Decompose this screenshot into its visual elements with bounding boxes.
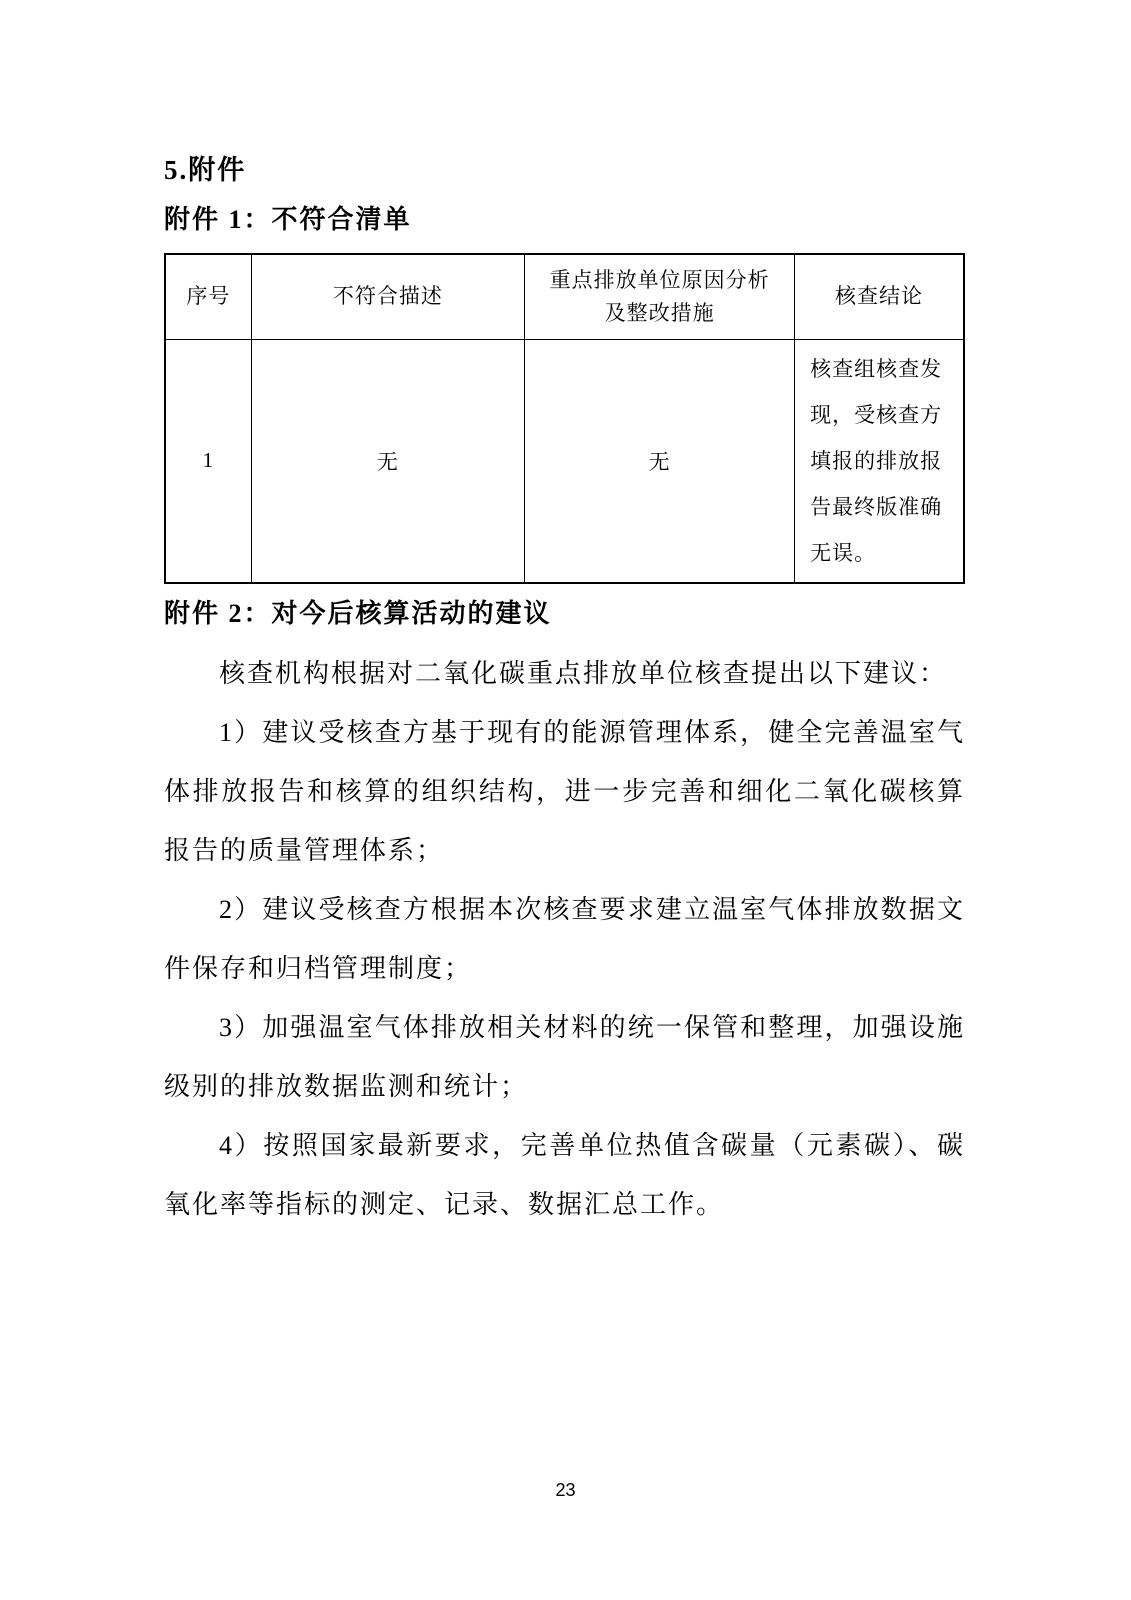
cell-conclusion: 核查组核查发现，受核查方填报的排放报告最终版准确无误。: [795, 339, 964, 583]
attachment1-heading: 附件 1：不符合清单: [164, 205, 412, 234]
cell-serial: 1: [165, 339, 251, 583]
suggestion-paragraph-1: 1）建议受核查方基于现有的能源管理体系，健全完善温室气体排放报告和核算的组织结构，进一步完善和细化二氧化碳核算报告的质量管理体系；: [164, 717, 965, 865]
suggestion-paragraph-4: 4）按照国家最新要求，完善单位热值含碳量（元素碳）、碳氧化率等指标的测定、记录、数据汇总工作。: [164, 1130, 965, 1219]
page-number: 23: [555, 1480, 576, 1500]
table-row: [165, 339, 964, 583]
table-header-conclusion: 核查结论: [795, 254, 964, 339]
table-header-description: 不符合描述: [251, 254, 524, 339]
suggestion-paragraph-3: 3）加强温室气体排放相关材料的统一保管和整理，加强设施级别的排放数据监测和统计；: [164, 1012, 965, 1101]
table-header-row: [165, 254, 964, 339]
cell-description: 无: [251, 339, 524, 583]
attachment2-intro-paragraph: 核查机构根据对二氧化碳重点排放单位核查提出以下建议：: [219, 658, 948, 688]
suggestion-paragraph-2: 2）建议受核查方根据本次核查要求建立温室气体排放数据文件保存和归档管理制度；: [164, 894, 965, 983]
attachment2-heading: 附件 2：对今后核算活动的建议: [164, 598, 552, 628]
table-header-cause-analysis: 重点排放单位原因分析及整改措施: [525, 254, 795, 339]
section-heading-attachments: 5.附件: [164, 155, 247, 185]
table-header-serial: 序号: [165, 254, 251, 339]
nonconformity-table: [164, 253, 965, 584]
cell-cause-analysis: 无: [525, 339, 795, 583]
